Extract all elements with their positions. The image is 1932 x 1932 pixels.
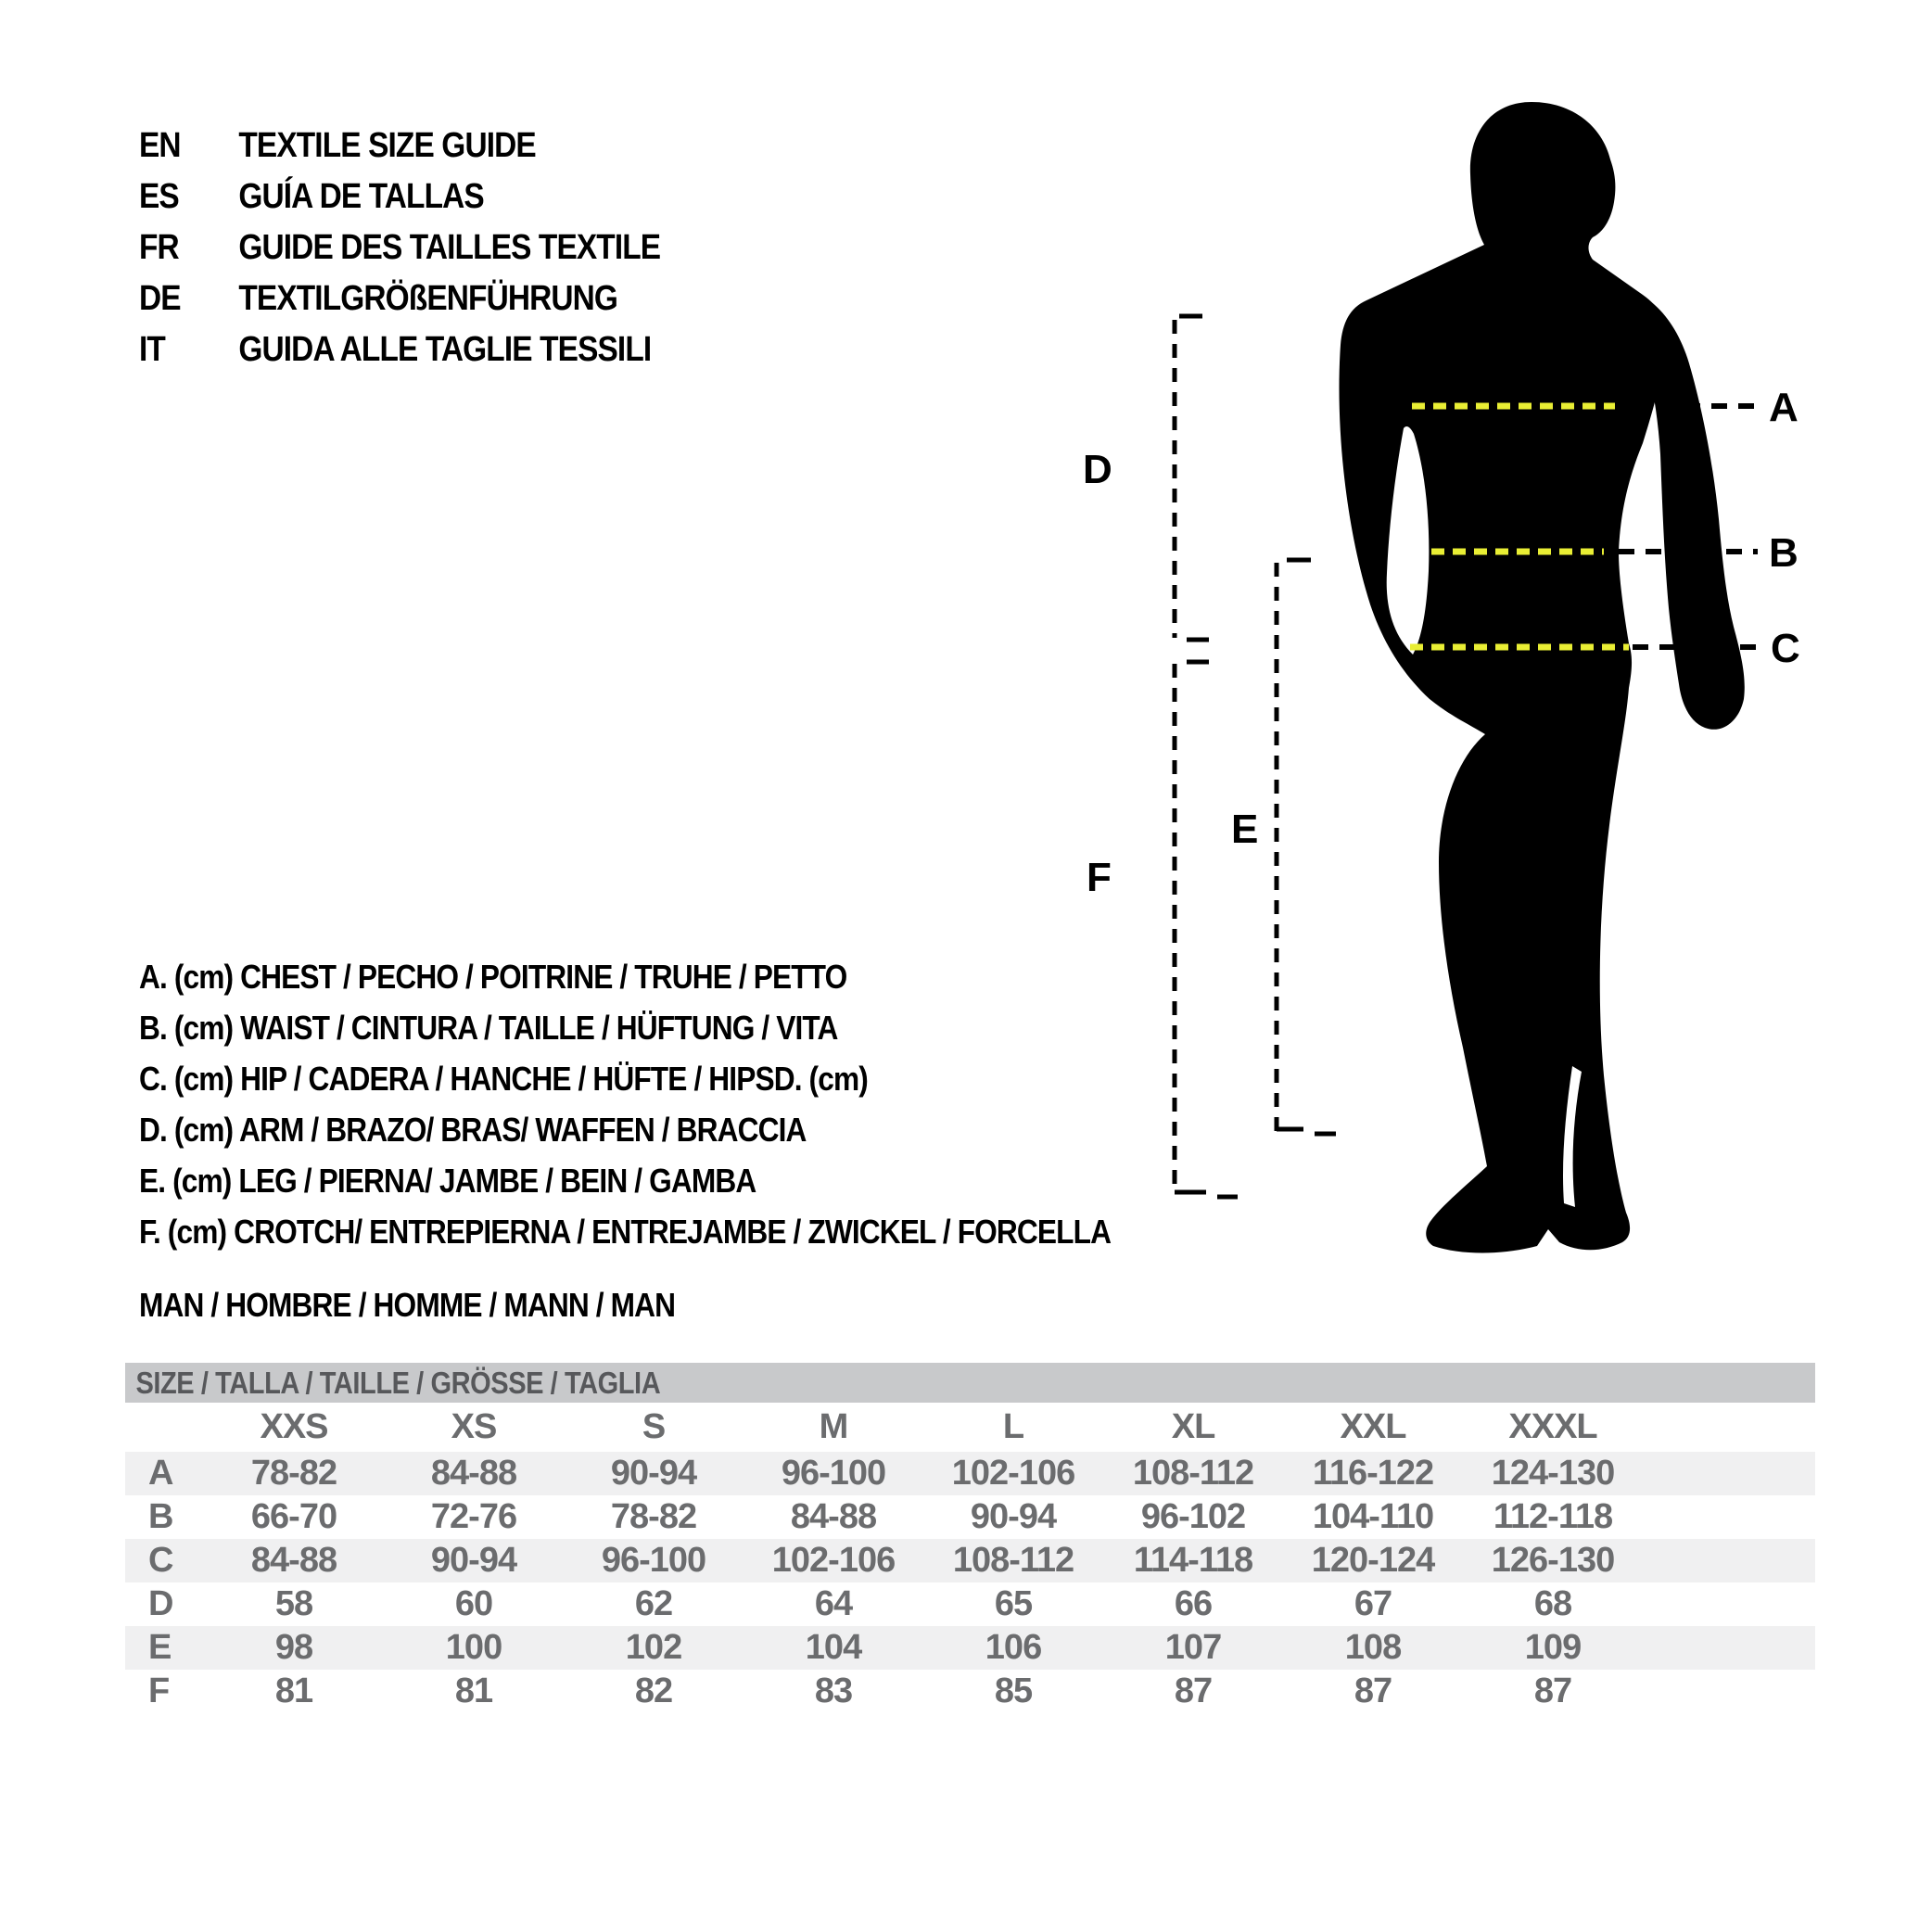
size-header-cell: M — [819, 1407, 848, 1446]
value-cell: 108 — [1344, 1628, 1402, 1667]
value-cell: 120-124 — [1311, 1541, 1435, 1580]
value-cell: 78-82 — [610, 1497, 697, 1536]
language-title: TEXTILE SIZE GUIDE — [238, 126, 536, 165]
measurement-legend-line: D. (cm) ARM / BRAZO/ BRAS/ WAFFEN / BRACCIA — [139, 1110, 807, 1149]
value-cell: 81 — [274, 1671, 313, 1710]
value-cell: 62 — [634, 1584, 673, 1623]
value-cell: 100 — [445, 1628, 502, 1667]
value-cell: 108-112 — [1132, 1454, 1254, 1493]
value-cell: 85 — [994, 1671, 1033, 1710]
value-cell: 90-94 — [610, 1454, 697, 1493]
language-code: EN — [139, 126, 181, 165]
value-cell: 67 — [1354, 1584, 1392, 1623]
language-code: ES — [139, 177, 179, 216]
value-cell: 98 — [274, 1628, 313, 1667]
size-header-cell: L — [1002, 1407, 1024, 1446]
row-label: A — [148, 1454, 174, 1493]
value-cell: 96-100 — [781, 1454, 886, 1493]
value-cell: 104-110 — [1312, 1497, 1434, 1536]
value-cell: 90-94 — [970, 1497, 1057, 1536]
value-cell: 87 — [1174, 1671, 1213, 1710]
value-cell: 84-88 — [250, 1541, 337, 1580]
value-cell: 58 — [274, 1584, 313, 1623]
value-cell: 90-94 — [430, 1541, 517, 1580]
value-cell: 96-100 — [601, 1541, 706, 1580]
value-cell: 66 — [1174, 1584, 1213, 1623]
row-label: C — [148, 1541, 174, 1580]
language-title: GUÍA DE TALLAS — [238, 177, 484, 216]
value-cell: 112-118 — [1493, 1497, 1613, 1536]
value-cell: 116-122 — [1312, 1454, 1434, 1493]
size-header-cell: S — [642, 1407, 666, 1446]
language-code: IT — [139, 330, 165, 369]
row-label: D — [148, 1584, 174, 1623]
value-cell: 84-88 — [790, 1497, 877, 1536]
language-code: FR — [139, 228, 179, 267]
man-silhouette-body — [1339, 102, 1665, 1253]
value-cell: 102-106 — [951, 1454, 1075, 1493]
language-title: TEXTILGRÖßENFÜHRUNG — [238, 279, 618, 318]
row-label: E — [148, 1628, 172, 1667]
value-cell: 124-130 — [1491, 1454, 1615, 1493]
measurement-legend-line: E. (cm) LEG / PIERNA/ JAMBE / BEIN / GAMBA — [139, 1161, 756, 1200]
value-cell: 83 — [814, 1671, 853, 1710]
value-cell: 108-112 — [952, 1541, 1074, 1580]
label-arm-D: D — [1083, 447, 1112, 492]
language-code: DE — [139, 279, 181, 318]
value-cell: 106 — [985, 1628, 1042, 1667]
label-waist-B: B — [1769, 530, 1799, 576]
value-cell: 82 — [634, 1671, 673, 1710]
value-cell: 87 — [1354, 1671, 1392, 1710]
label-chest-A: A — [1769, 385, 1799, 430]
value-cell: 60 — [454, 1584, 493, 1623]
size-header-cell: XXL — [1340, 1407, 1406, 1446]
measurement-legend-line: B. (cm) WAIST / CINTURA / TAILLE / HÜFTUNG / VITA — [139, 1008, 838, 1047]
size-header-cell: XXXL — [1508, 1407, 1597, 1446]
size-header-cell: XS — [451, 1407, 497, 1446]
value-cell: 64 — [814, 1584, 853, 1623]
measurement-legend-line: F. (cm) CROTCH/ ENTREPIERNA / ENTREJAMBE / ZWICKEL / FORCELLA — [139, 1212, 1112, 1251]
size-header-cell: XL — [1171, 1407, 1215, 1446]
measurement-legend-line: C. (cm) HIP / CADERA / HANCHE / HÜFTE / HIPSD. (cm) — [139, 1059, 868, 1098]
size-table-title: SIZE / TALLA / TAILLE / GRÖSSE / TAGLIA — [135, 1365, 661, 1400]
label-hip-C: C — [1771, 626, 1800, 671]
value-cell: 96-102 — [1140, 1497, 1246, 1536]
value-cell: 104 — [805, 1628, 862, 1667]
value-cell: 107 — [1164, 1628, 1222, 1667]
value-cell: 81 — [454, 1671, 493, 1710]
row-label: B — [148, 1497, 174, 1536]
size-header-cell: XXS — [260, 1407, 328, 1446]
value-cell: 102-106 — [771, 1541, 896, 1580]
label-leg-E: E — [1231, 807, 1259, 852]
label-crotch-F: F — [1087, 855, 1112, 900]
language-title: GUIDA ALLE TAGLIE TESSILI — [238, 330, 652, 369]
value-cell: 78-82 — [250, 1454, 337, 1493]
value-cell: 66-70 — [250, 1497, 337, 1536]
value-cell: 65 — [994, 1584, 1033, 1623]
measurement-legend-line: A. (cm) CHEST / PECHO / POITRINE / TRUHE / PETTO — [139, 957, 847, 996]
value-cell: 84-88 — [430, 1454, 517, 1493]
value-cell: 126-130 — [1491, 1541, 1615, 1580]
value-cell: 87 — [1533, 1671, 1572, 1710]
value-cell: 68 — [1533, 1584, 1572, 1623]
row-label: F — [148, 1671, 171, 1710]
language-title: GUIDE DES TAILLES TEXTILE — [238, 228, 661, 267]
category-label: MAN / HOMBRE / HOMME / MANN / MAN — [139, 1286, 676, 1324]
value-cell: 114-118 — [1133, 1541, 1253, 1580]
value-cell: 109 — [1524, 1628, 1582, 1667]
value-cell: 102 — [625, 1628, 682, 1667]
value-cell: 72-76 — [430, 1497, 517, 1536]
